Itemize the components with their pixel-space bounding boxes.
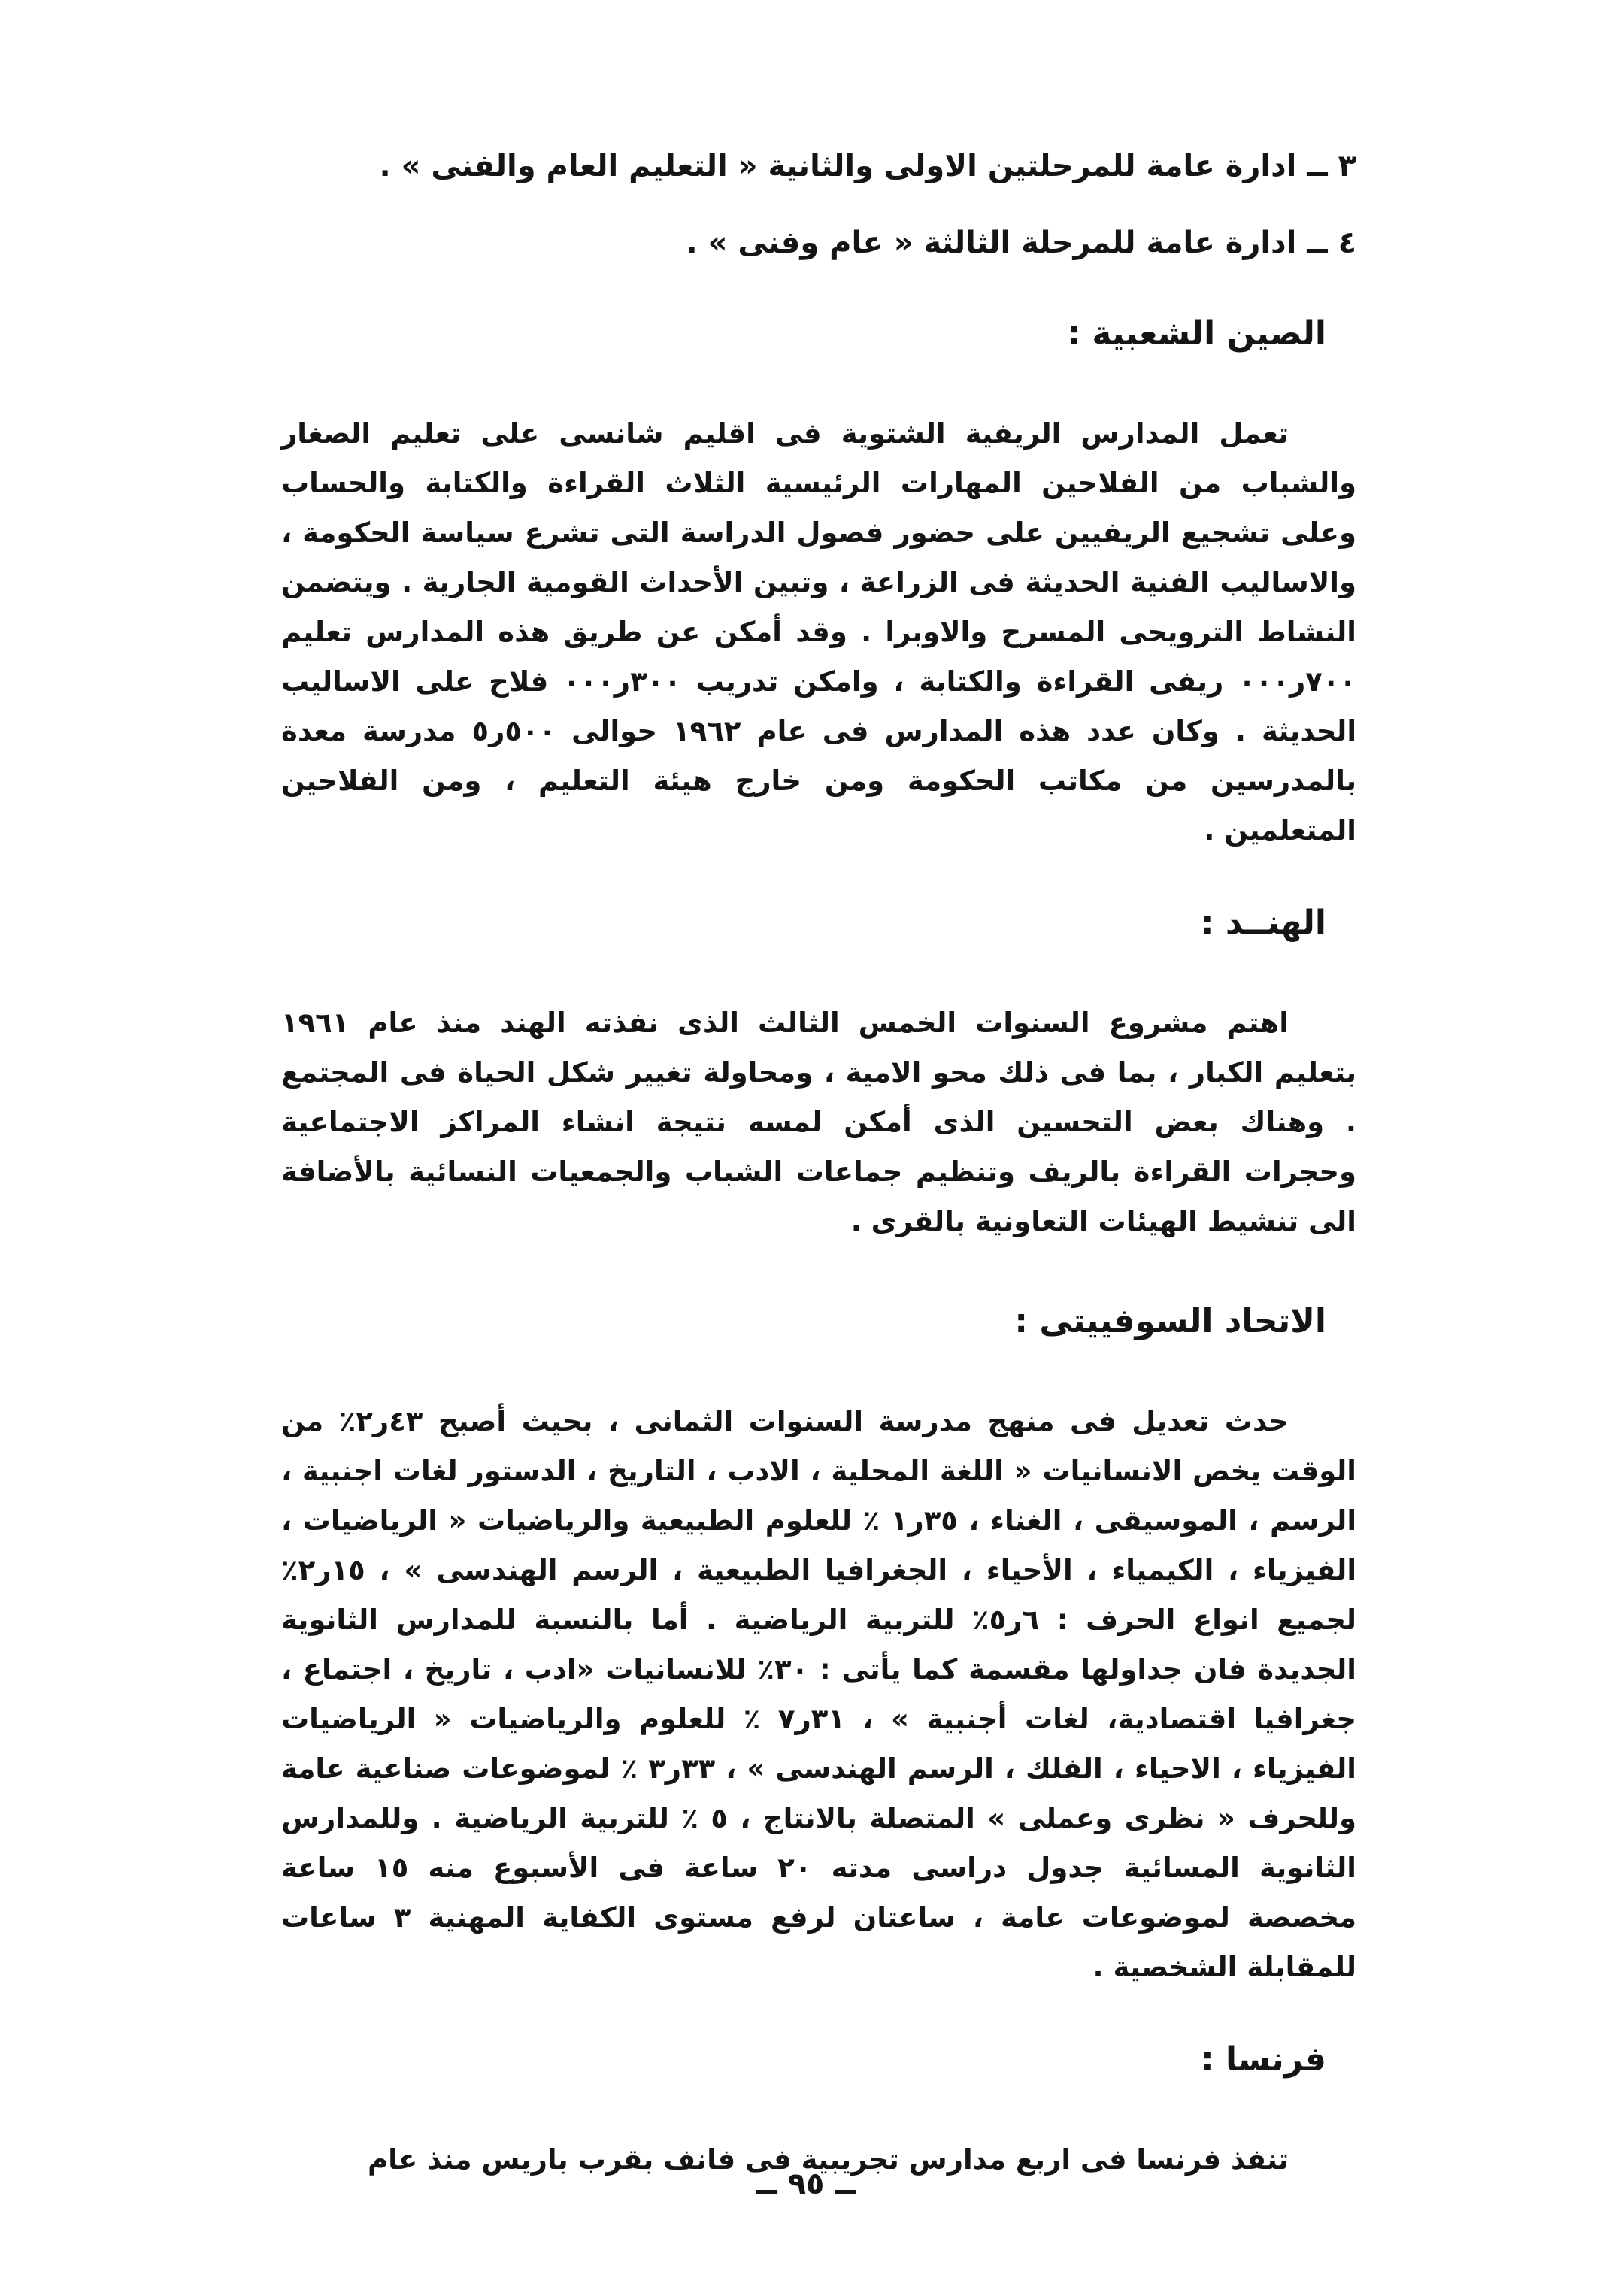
section-ussr: [281, 1299, 1356, 1992]
section-heading-china: الصين الشعبية :: [1067, 314, 1326, 353]
section-paragraph-china: تعمل المدارس الريفية الشتوية فى اقليم شانسى على تعليم الصغار والشباب من الفلاحين المهارات الرئيسية الثلاث القراءة والكتابة والحساب وعلى تشجيع الريفيين على حضور فصول الدراسة التى تشرع سياسة الحكومة ، والاساليب الفنية الحديثة فى الزراعة ، وتبين الأحداث القومية الجارية . ويتضمن النشاط الترويحى المسرح والاوبرا . وقد أمكن عن طريق هذه المدارس تعليم ٧٠٠ر٠٠٠ ريفى القراءة والكتابة ، وامكن تدريب ٣٠٠ر٠٠٠ فلاح على الاساليب الحديثة . وكان عدد هذه المدارس فى عام ١٩٦٢ حوالى ٥٠٠ر٥ مدرسة معدة بالمدرسين من مكاتب الحكومة ومن خارج هيئة التعليم ، ومن الفلاحين المتعلمين .: [281, 417, 1357, 847]
section-paragraph-ussr: حدث تعديل فى منهج مدرسة السنوات الثمانى ، بحيث أصبح ٤٣ر٢٪ من الوقت يخص الانسانيات « اللغة المحلية ، الادب ، التاريخ ، الدستور لغات اجنبية ، الرسم ، الموسيقى ، الغناء ، ٣٥ر١ ٪ للعلوم الطبيعية والرياضيات « الرياضيات ، الفيزياء ، الكيمياء ، الأحياء ، الجغرافيا الطبيعية ، الرسم الهندسى » ، ١٥ر٢٪ لجميع انواع الحرف : ٦ر٥٪ للتربية الرياضية . أما بالنسبة للمدارس الثانوية الجديدة فان جداولها مقسمة كما يأتى : ٣٠٪ للانسانيات «ادب ، تاريخ ، اجتماع ، جغرافيا اقتصادية، لغات أجنبية » ، ٣١ر٧ ٪ للعلوم والرياضيات « الرياضيات الفيزياء ، الاحياء ، الفلك ، الرسم الهندسى » ، ٣٣ر٣ ٪ لموضوعات صناعية عامة وللحرف « نظرى وعملى » المتصلة بالانتاج ، ٥ ٪ للتربية الرياضية . وللمدارس الثانوية المسائية جدول دراسى مدته ٢٠ ساعة فى الأسبوع منه ١٥ ساعة مخصصة لموضوعات عامة ، ساعتان لرفع مستوى الكفاية المهنية ٣ ساعات للمقابلة الشخصية .: [281, 1405, 1357, 1983]
section-heading-india: الهنــد :: [1200, 904, 1326, 942]
section-heading-france: فرنسا :: [1201, 2040, 1326, 2079]
section-india: [281, 901, 1356, 1246]
list-item-4: ٤ ــ ادارة عامة للمرحلة الثالثة « عام وفنى » .: [686, 226, 1356, 260]
section-china: [281, 311, 1356, 856]
page-number: ــ ٩٥ ــ: [756, 2167, 856, 2201]
section-heading-ussr: الاتحاد السوفييتى :: [1014, 1302, 1326, 1340]
list-item-3: ٣ ــ ادارة عامة للمرحلتين الاولى والثانية « التعليم العام والفنى » .: [379, 149, 1356, 183]
page-content: [281, 143, 1356, 2185]
section-paragraph-india: اهتم مشروع السنوات الخمس الثالث الذى نفذته الهند منذ عام ١٩٦١ بتعليم الكبار ، بما فى ذلك محو الامية ، ومحاولة تغيير شكل الحياة فى المجتمع . وهناك بعض التحسين الذى أمكن لمسه نتيجة انشاء المراكز الاجتماعية وحجرات القراءة بالريف وتنظيم جماعات الشباب والجمعيات النسائية بالأضافة الى تنشيط الهيئات التعاونية بالقرى .: [281, 1007, 1356, 1237]
section-paragraph-france: تنفذ فرنسا فى اربع مدارس تجريبية فى فانف بقرب باريس منذ عام: [367, 2143, 1289, 2176]
